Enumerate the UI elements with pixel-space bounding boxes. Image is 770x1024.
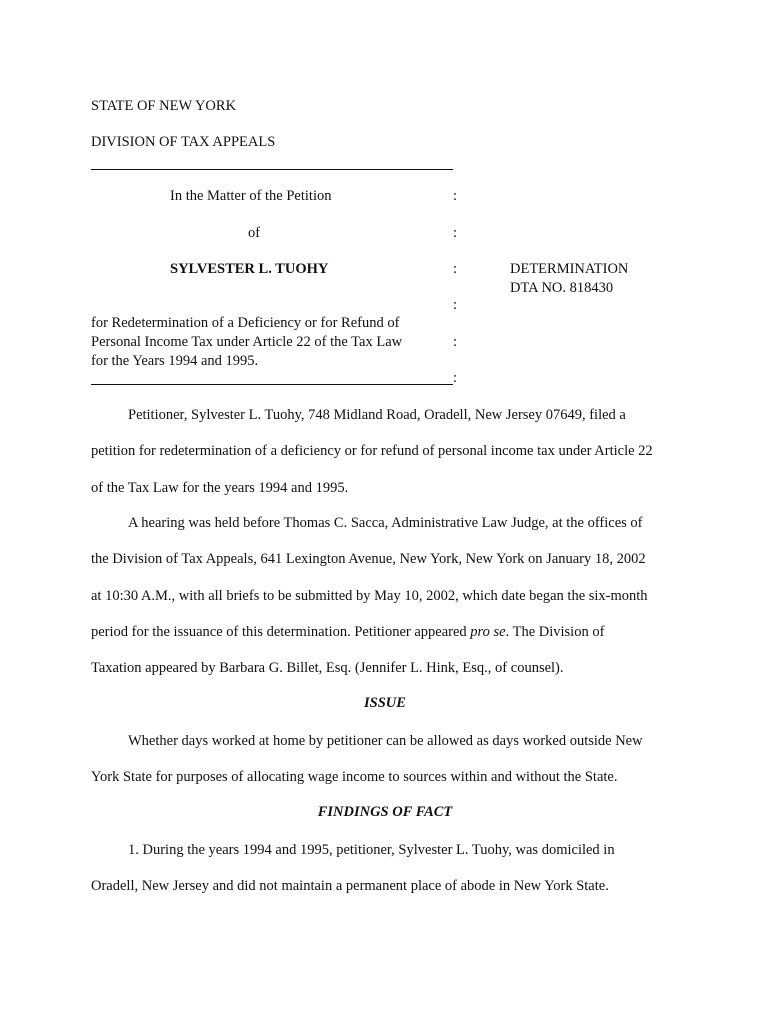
purpose-line: for Redetermination of a Deficiency or for Refund of — [91, 315, 400, 331]
purpose-line: Personal Income Tax under Article 22 of the Tax Law — [91, 334, 403, 350]
caption-colon: : — [453, 334, 458, 350]
text-line: A hearing was held before Thomas C. Sacca, Administrative Law Judge, at the offices of — [128, 515, 643, 531]
text-segment: period for the issuance of this determination. Petitioner appeared — [91, 623, 471, 640]
text-line: Whether days worked at home by petitioner can be allowed as days worked outside New — [128, 733, 643, 749]
text-line: 1. During the years 1994 and 1995, petitioner, Sylvester L. Tuohy, was domiciled in — [128, 842, 615, 858]
text-line: at 10:30 A.M., with all briefs to be submitted by May 10, 2002, which date began the six-month — [91, 587, 648, 604]
paragraph-issue — [91, 723, 691, 796]
text-line: Oradell, New Jersey and did not maintain a permanent place of abode in New York State. — [91, 878, 609, 895]
caption-colon: : — [453, 188, 458, 204]
text-line: the Division of Tax Appeals, 641 Lexington Avenue, New York, New York on January 18, 2002 — [91, 551, 646, 568]
caption-colon: : — [453, 370, 458, 386]
caption-colon: : — [453, 297, 458, 313]
caption-colon: : — [453, 261, 458, 277]
pro-se-italic: pro se — [470, 623, 506, 640]
text-line: petition for redetermination of a deficiency or for refund of personal income tax under Article 22 — [91, 443, 653, 460]
paragraph-hearing — [91, 505, 691, 686]
dta-number: DTA NO. 818430 — [510, 280, 614, 296]
issue-heading: ISSUE — [364, 695, 406, 711]
state-header: STATE OF NEW YORK — [91, 98, 237, 114]
paragraph-petition — [91, 397, 691, 506]
matter-text: In the Matter of the Petition — [170, 188, 332, 204]
caption-bottom-rule — [91, 384, 453, 385]
division-header: DIVISION OF TAX APPEALS — [91, 134, 276, 150]
finding-1 — [91, 832, 691, 905]
text-line: of the Tax Law for the years 1994 and 1995. — [91, 479, 349, 496]
document-type: DETERMINATION — [510, 261, 629, 277]
caption-colon: : — [453, 225, 458, 241]
text-segment: . The Division of — [505, 623, 605, 640]
petitioner-name: SYLVESTER L. TUOHY — [170, 261, 329, 277]
text-line: Taxation appeared by Barbara G. Billet, Esq. (Jennifer L. Hink, Esq., of counsel). — [91, 660, 564, 677]
text-line: York State for purposes of allocating wage income to sources within and without the State. — [91, 769, 618, 786]
findings-heading: FINDINGS OF FACT — [317, 804, 453, 820]
text-line: Petitioner, Sylvester L. Tuohy, 748 Midland Road, Oradell, New Jersey 07649, filed a — [128, 407, 626, 423]
of-text: of — [248, 225, 261, 241]
text-line — [91, 614, 691, 650]
header-rule — [91, 169, 453, 170]
purpose-line: for the Years 1994 and 1995. — [91, 353, 259, 369]
